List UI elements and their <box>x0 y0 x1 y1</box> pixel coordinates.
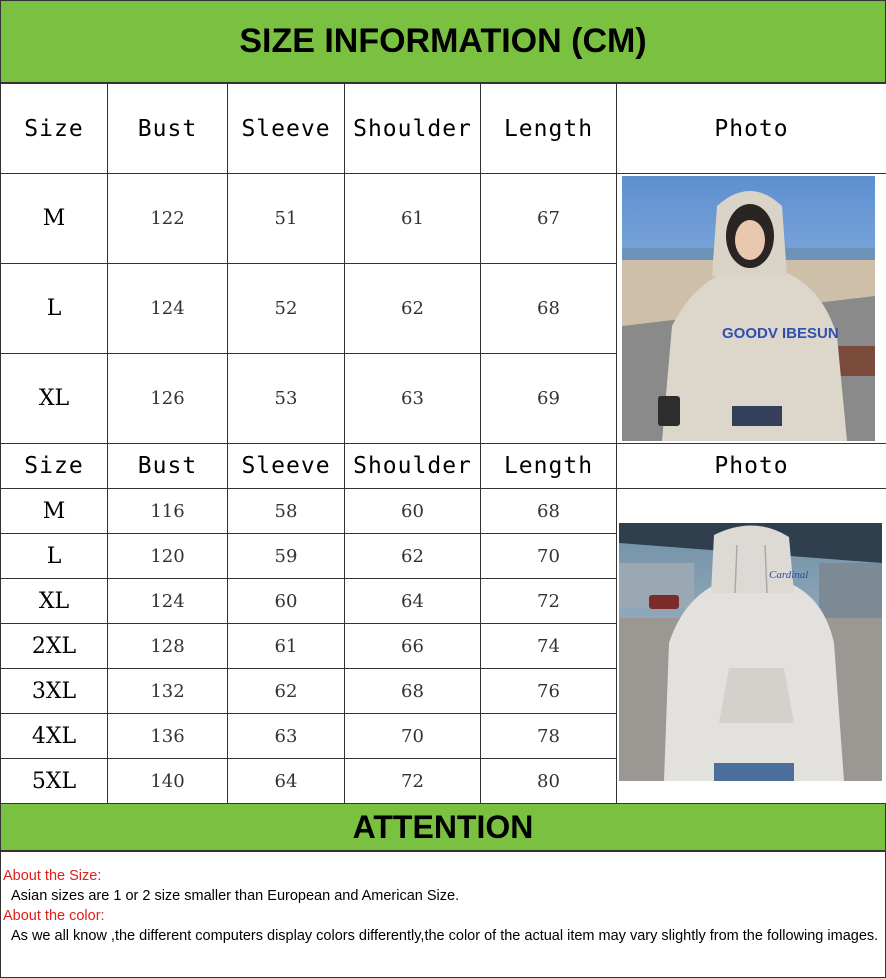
table2-photo-cell <box>617 489 886 804</box>
sleeve-cell: 58 <box>228 489 345 534</box>
shoulder-cell: 61 <box>345 174 481 264</box>
svg-text:IBESUN: IBESUN <box>782 325 839 342</box>
bust-cell: 132 <box>108 669 228 714</box>
length-cell: 72 <box>481 579 617 624</box>
bust-cell: 122 <box>108 174 228 264</box>
table2-header-photo: Photo <box>617 444 886 489</box>
shoulder-cell: 60 <box>345 489 481 534</box>
shoulder-cell: 62 <box>345 534 481 579</box>
sleeve-cell: 59 <box>228 534 345 579</box>
size-cell: XL <box>1 354 108 444</box>
table2-header-row <box>1 444 886 489</box>
length-cell: 76 <box>481 669 617 714</box>
table2-header-size: Size <box>1 444 108 489</box>
length-cell: 67 <box>481 174 617 264</box>
sleeve-cell: 62 <box>228 669 345 714</box>
table1-header-row <box>1 84 886 174</box>
sleeve-cell: 52 <box>228 264 345 354</box>
bust-cell: 116 <box>108 489 228 534</box>
length-cell: 80 <box>481 759 617 804</box>
table-row <box>1 489 886 534</box>
page-title: SIZE INFORMATION (CM) <box>239 22 647 60</box>
table1-header-size: Size <box>1 84 108 174</box>
size-cell: 5XL <box>1 759 108 804</box>
sleeve-cell: 53 <box>228 354 345 444</box>
attention-banner <box>0 803 886 851</box>
attention-title: ATTENTION <box>352 808 534 845</box>
bust-cell: 126 <box>108 354 228 444</box>
table1-header-photo: Photo <box>617 84 886 174</box>
size-cell: 3XL <box>1 669 108 714</box>
shoulder-cell: 66 <box>345 624 481 669</box>
hoodie-photo-beach-icon <box>622 176 875 441</box>
table2-header-sleeve: Sleeve <box>228 444 345 489</box>
sleeve-cell: 61 <box>228 624 345 669</box>
hoodie-photo-street-icon <box>619 523 882 781</box>
shoulder-cell: 70 <box>345 714 481 759</box>
sleeve-cell: 51 <box>228 174 345 264</box>
table1-header-shoulder: Shoulder <box>345 84 481 174</box>
table2-header-length: Length <box>481 444 617 489</box>
bust-cell: 128 <box>108 624 228 669</box>
color-note-label: About the color: <box>3 908 105 924</box>
table1-header-length: Length <box>481 84 617 174</box>
table1-photo-cell <box>617 174 886 444</box>
color-note-text: As we all know ,the different computers display colors differently,the color of the actual item may vary slightly from the following images. <box>11 928 879 944</box>
size-table-1 <box>0 83 886 444</box>
size-cell: M <box>1 489 108 534</box>
size-cell: 4XL <box>1 714 108 759</box>
notes-section <box>0 851 886 978</box>
svg-text:Cardinal: Cardinal <box>769 569 809 581</box>
shoulder-cell: 63 <box>345 354 481 444</box>
length-cell: 69 <box>481 354 617 444</box>
size-note-label: About the Size: <box>3 868 102 884</box>
table-row <box>1 174 886 264</box>
size-cell: L <box>1 264 108 354</box>
bust-cell: 124 <box>108 264 228 354</box>
bust-cell: 120 <box>108 534 228 579</box>
title-banner <box>0 0 886 83</box>
size-cell: XL <box>1 579 108 624</box>
sleeve-cell: 60 <box>228 579 345 624</box>
table1-header-bust: Bust <box>108 84 228 174</box>
table2-header-shoulder: Shoulder <box>345 444 481 489</box>
size-cell: M <box>1 174 108 264</box>
svg-text:GOODV: GOODV <box>722 325 778 342</box>
bust-cell: 140 <box>108 759 228 804</box>
shoulder-cell: 64 <box>345 579 481 624</box>
length-cell: 78 <box>481 714 617 759</box>
sleeve-cell: 63 <box>228 714 345 759</box>
sleeve-cell: 64 <box>228 759 345 804</box>
length-cell: 68 <box>481 489 617 534</box>
length-cell: 74 <box>481 624 617 669</box>
size-cell: L <box>1 534 108 579</box>
length-cell: 70 <box>481 534 617 579</box>
bust-cell: 124 <box>108 579 228 624</box>
shoulder-cell: 72 <box>345 759 481 804</box>
shoulder-cell: 68 <box>345 669 481 714</box>
bust-cell: 136 <box>108 714 228 759</box>
size-note-text: Asian sizes are 1 or 2 size smaller than European and American Size. <box>11 888 460 904</box>
table2-header-bust: Bust <box>108 444 228 489</box>
length-cell: 68 <box>481 264 617 354</box>
size-table-2 <box>0 443 886 804</box>
table1-header-sleeve: Sleeve <box>228 84 345 174</box>
size-cell: 2XL <box>1 624 108 669</box>
shoulder-cell: 62 <box>345 264 481 354</box>
